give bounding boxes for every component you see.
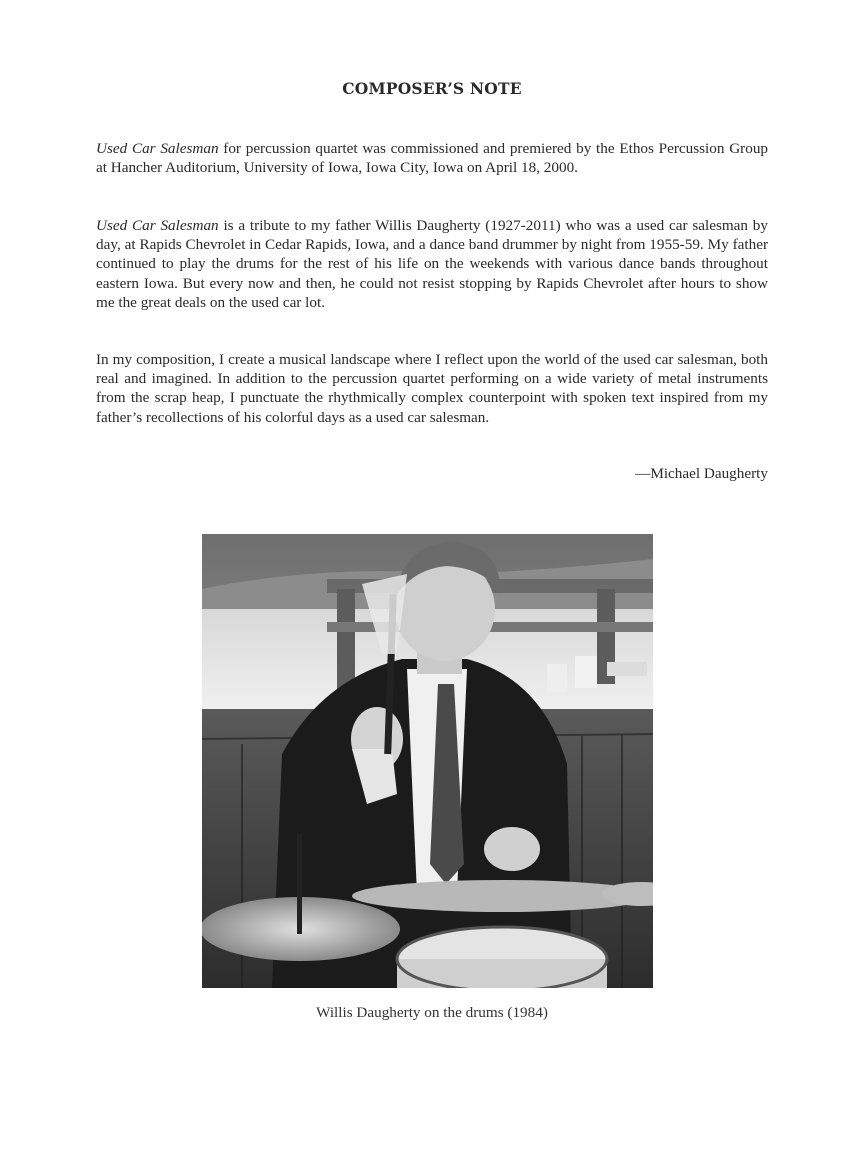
paragraph-composition — [96, 350, 768, 427]
paragraph-commission — [96, 139, 768, 177]
drummer-photo — [202, 534, 653, 988]
signature: —Michael Daugherty — [635, 465, 768, 482]
work-title: Used Car Salesman — [96, 140, 219, 157]
paragraph-text: In my composition, I create a musical landscape where I reflect upon the world of the used car salesman, both real and imagined. In addition to the percussion quartet performing on a wide variety of metal instruments from the scrap heap, I punctuate the rhythmically complex counterpoint with spoken text inspired from my father’s recollections of his colorful days as a used car salesman. — [96, 351, 768, 426]
page-title: COMPOSER’S NOTE — [342, 79, 522, 98]
paragraph-text: for percussion quartet was commissioned and premiered by the Ethos Percussion Group at Hancher Auditorium, University of Iowa, Iowa City, Iowa on April 18, 2000. — [96, 140, 769, 177]
paragraph-tribute — [96, 216, 768, 312]
work-title: Used Car Salesman — [96, 217, 219, 234]
photo-caption: Willis Daugherty on the drums (1984) — [316, 1004, 548, 1021]
paragraph-text: is a tribute to my father Willis Daugherty (1927-2011) who was a used car salesman by day, at Rapids Chevrolet in Cedar Rapids, Iowa, and a dance band drummer by night from 1955-59. My father continued to play the drums for the rest of his life on the weekends with various dance bands throughout eastern Iowa. But every now and then, he could not resist stopping by Rapids Chevrolet after hours to show me the great deals on the used car lot. — [96, 217, 768, 311]
